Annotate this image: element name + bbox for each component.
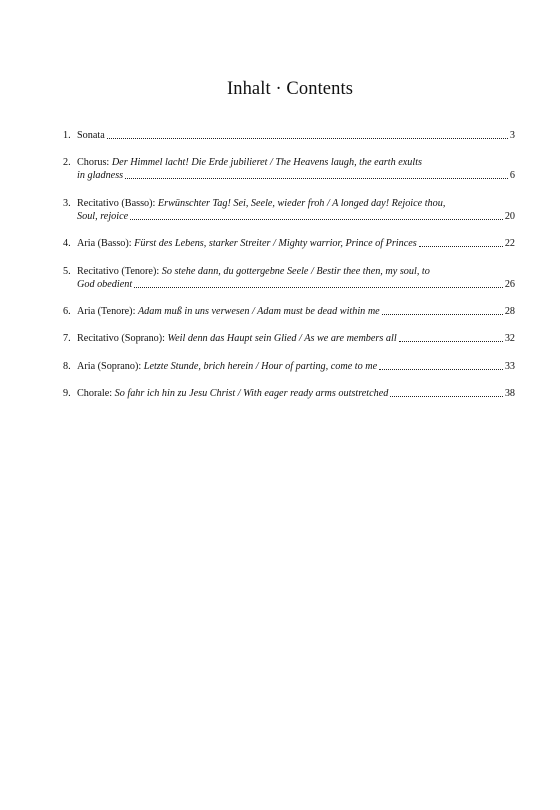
- toc-entry[interactable]: [63, 237, 515, 250]
- dot-leader: [130, 219, 503, 220]
- entry-number: 5.: [63, 265, 71, 277]
- entry-text-incipit: Weil denn das Haupt sein Glied / As we are members all: [167, 333, 397, 345]
- dot-leader: [107, 138, 508, 139]
- toc-entry-line: [63, 197, 515, 210]
- entry-movement-type: Recitativo (Soprano):: [77, 333, 168, 345]
- toc-entry[interactable]: [63, 156, 515, 182]
- toc-entry-line: [63, 387, 515, 400]
- entry-number: 8.: [63, 360, 71, 372]
- page-number: 3: [509, 130, 515, 141]
- page-number: 28: [504, 305, 515, 317]
- toc-entry-line: [63, 305, 515, 318]
- entry-title: [77, 156, 422, 169]
- toc-entry[interactable]: [63, 360, 515, 373]
- page-number: 6: [509, 170, 515, 182]
- toc-entry[interactable]: [63, 387, 515, 400]
- entry-title: [77, 332, 397, 345]
- entry-movement-type: Sonata: [77, 130, 105, 141]
- toc-entry-line: [63, 210, 515, 223]
- entry-title: [77, 278, 132, 291]
- entry-number: 4.: [63, 238, 71, 250]
- dot-leader: [382, 314, 503, 315]
- entry-number: 6.: [63, 305, 71, 317]
- toc-entry-line: [63, 129, 515, 142]
- entry-text-incipit: in gladness: [77, 170, 124, 182]
- toc-entry[interactable]: [63, 332, 515, 345]
- entry-text-incipit: Adam muß in uns verwesen / Adam must be dead within me: [137, 305, 380, 317]
- page-number: 22: [504, 238, 515, 250]
- toc-entry-line: [63, 332, 515, 345]
- entry-title: [77, 305, 380, 318]
- toc-entry-line: [63, 278, 515, 291]
- toc-entry[interactable]: [63, 129, 515, 142]
- entry-movement-type: Aria (Soprano):: [77, 360, 144, 372]
- dot-leader: [379, 369, 503, 370]
- entry-movement-type: Aria (Tenore):: [77, 305, 138, 317]
- entry-title: [77, 265, 430, 278]
- toc-entry-line: [63, 156, 515, 169]
- dot-leader: [125, 178, 508, 179]
- dot-leader: [390, 396, 502, 397]
- entry-number: 1.: [63, 130, 71, 141]
- entry-text-incipit: Letzte Stunde, brich herein / Hour of parting, come to me: [143, 360, 378, 372]
- entry-title: [77, 387, 388, 400]
- entry-movement-type: Recitativo (Tenore):: [77, 265, 162, 277]
- toc-entry[interactable]: [63, 197, 515, 223]
- entry-movement-type: Chorus:: [77, 157, 112, 169]
- page-number: 33: [504, 360, 515, 372]
- entry-text-incipit: Der Himmel lacht! Die Erde jubilieret / The Heavens laugh, the earth exults: [111, 157, 422, 169]
- entry-movement-type: Aria (Basso):: [77, 238, 135, 250]
- entry-title: [77, 237, 417, 250]
- entry-text-incipit: So fahr ich hin zu Jesu Christ / With eager ready arms outstretched: [114, 388, 389, 400]
- toc-entry[interactable]: [63, 305, 515, 318]
- entry-number: 2.: [63, 157, 71, 169]
- page-number: 20: [504, 210, 515, 222]
- dot-leader: [419, 246, 503, 247]
- table-of-contents: [63, 129, 515, 415]
- toc-entry-line: [63, 360, 515, 373]
- dot-leader: [134, 287, 503, 288]
- entry-title: [77, 360, 377, 373]
- entry-text-incipit: Fürst des Lebens, starker Streiter / Mighty warrior, Prince of Princes: [134, 238, 417, 250]
- page-number: 26: [504, 278, 515, 290]
- entry-text-incipit: God obedient: [77, 278, 133, 290]
- toc-entry-line: [63, 169, 515, 182]
- entry-title: [77, 129, 105, 142]
- toc-entry-line: [63, 237, 515, 250]
- dot-leader: [399, 341, 503, 342]
- entry-text-incipit: Soul, rejoice: [77, 210, 129, 222]
- entry-title: [77, 210, 128, 223]
- entry-number: 7.: [63, 333, 71, 345]
- entry-number: 3.: [63, 197, 71, 209]
- entry-title: [77, 169, 123, 182]
- page-number: 38: [504, 388, 515, 400]
- page-number: 32: [504, 333, 515, 345]
- entry-text-incipit: So stehe dann, du gottergebne Seele / Bestir thee then, my soul, to: [161, 265, 430, 277]
- entry-title: [77, 197, 445, 210]
- toc-entry[interactable]: [63, 265, 515, 291]
- entry-movement-type: Recitativo (Basso):: [77, 197, 158, 209]
- toc-entry-line: [63, 265, 515, 278]
- entry-number: 9.: [63, 388, 71, 400]
- page-title: Inhalt · Contents: [226, 79, 354, 99]
- entry-movement-type: Chorale:: [77, 388, 115, 400]
- entry-text-incipit: Erwünschter Tag! Sei, Seele, wieder froh / A longed day! Rejoice thou,: [157, 197, 446, 209]
